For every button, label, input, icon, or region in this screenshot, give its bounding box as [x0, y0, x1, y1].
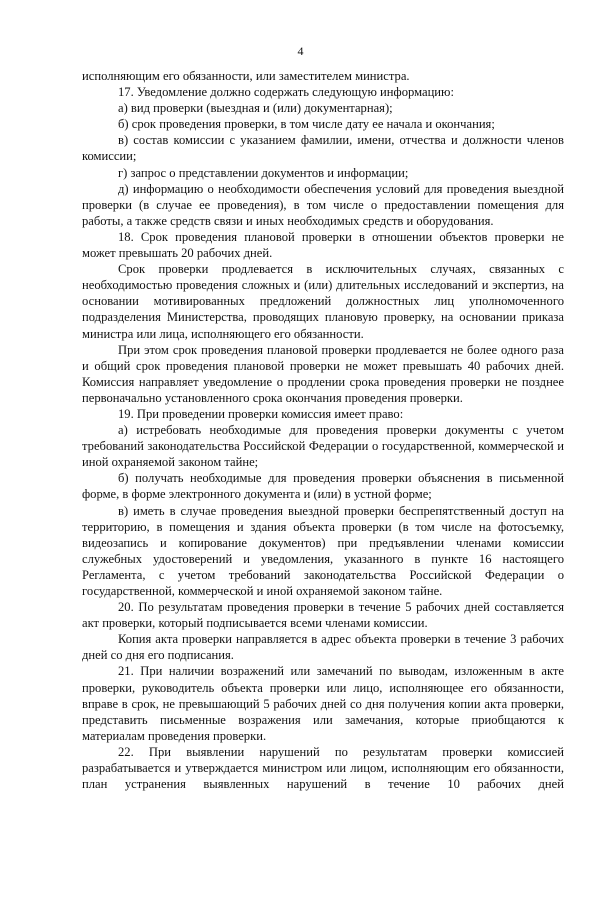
paragraph-19: 19. При проведении проверки комиссия имеет право:: [118, 406, 404, 421]
page-number: 4: [297, 44, 304, 58]
paragraph-18-extension: Срок проверки продлевается в исключительных случаях, связанных с необходимостью проведения сложных и (или) длительных исследований и экспертиз, на основании мотивированных предложений должностных лиц уполномоченного подразделения Министерства, проводящих плановую проверку, на основании приказа министра или лица, исполняющего его обязанности.: [82, 262, 564, 341]
paragraph-17-v: в) состав комиссии с указанием фамилии, имени, отчества и должности членов комиссии;: [82, 133, 564, 164]
document-body: [82, 68, 564, 792]
paragraph-17-g: г) запрос о представлении документов и информации;: [118, 165, 409, 180]
paragraph-20-copy: Копия акта проверки направляется в адрес объекта проверки в течение 3 рабочих дней со дня его подписания.: [82, 632, 564, 663]
paragraph-17-a: а) вид проверки (выездная и (или) документарная);: [118, 101, 393, 116]
paragraph-20: 20. По результатам проведения проверки в течение 5 рабочих дней составляется акт проверки, который подписывается всеми членами комиссии.: [82, 600, 564, 631]
paragraph-18-limit: При этом срок проведения плановой проверки продлевается не более одного раза и общий срок проведения плановой проверки не может превышать 40 рабочих дней. Комиссия направляет уведомление о продлении срока проведения проверки не позднее первоначально установленного срока окончания проведения проверки.: [82, 342, 564, 405]
paragraph-17: 17. Уведомление должно содержать следующую информацию:: [118, 85, 454, 100]
paragraph-continuation: исполняющим его обязанности, или заместителем министра.: [82, 69, 410, 83]
paragraph-19-b: б) получать необходимые для проведения проверки объяснения в письменной форме, в форме электронного документа и (или) в устной форме;: [82, 471, 564, 502]
paragraph-18: 18. Срок проведения плановой проверки в отношении объектов проверки не может превышать 20 рабочих дней.: [82, 229, 564, 261]
paragraph-21: 21. При наличии возражений или замечаний по выводам, изложенным в акте проверки, руководитель объекта проверки или лицо, исполняющее его обязанности, вправе в срок, не превышающий 5 рабочих дней со дня получения копии акта проверки, представить письменные возражения или замечания, которые приобщаются к материалам проведения проверки.: [82, 664, 564, 743]
paragraph-17-d: д) информацию о необходимости обеспечения условий для проведения выездной проверки (в случае ее проведения), в том числе о предоставлении помещения для работы, а также средств связи и иных необходимых средств и оборудования.: [82, 181, 564, 228]
paragraph-22: 22. При выявлении нарушений по результатам проверки комиссией разрабатывается и утверждается министром или лицом, исполняющим его обязанности, план устранения выявленных нарушений в течение 10 рабочих дней: [82, 744, 564, 792]
paragraph-19-v: в) иметь в случае проведения выездной проверки беспрепятственный доступ на территорию, в помещения и здания объекта проверки (в том числе на фотосъемку, видеозапись и копирование документов) при предъявлении членами комиссии служебных удостоверений и уведомления, указанного в пункте 16 настоящего Регламента, с учетом требований законодательства Российской Федерации о государственной, коммерческой и иной охраняемой законом тайне.: [82, 503, 564, 598]
paragraph-19-a: а) истребовать необходимые для проведения проверки документы с учетом требований законодательства Российской Федерации о государственной, коммерческой и иной охраняемой законом тайне;: [82, 423, 564, 470]
paragraph-17-b: б) срок проведения проверки, в том числе дату ее начала и окончания;: [118, 117, 495, 132]
